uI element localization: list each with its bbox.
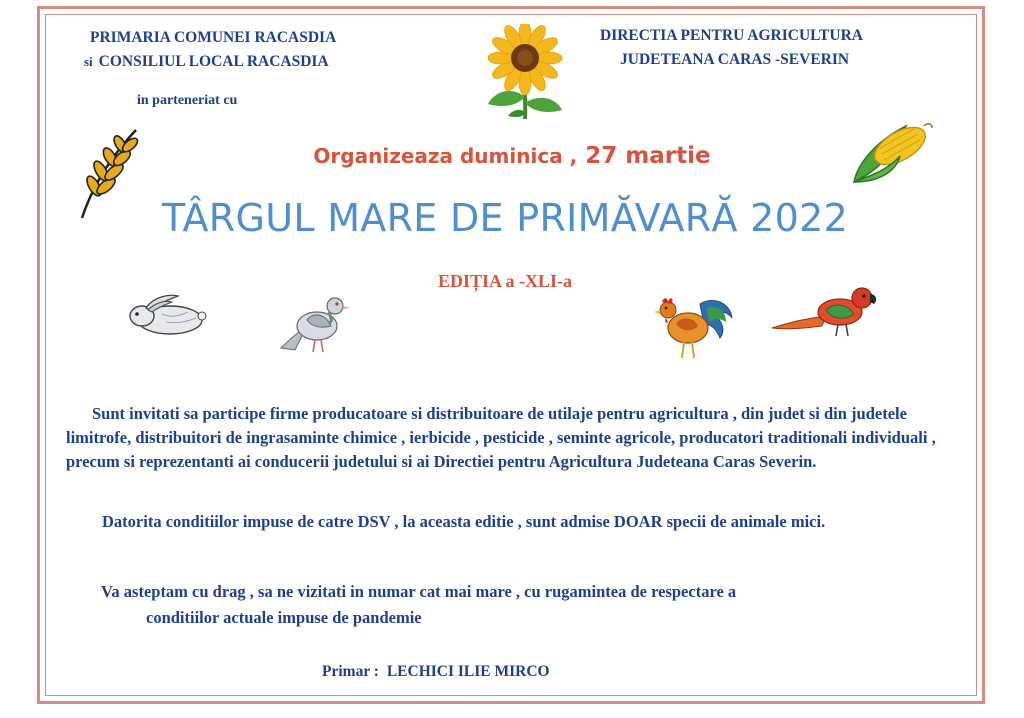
header-right-line1: DIRECTIA PENTRU AGRICULTURA xyxy=(600,27,863,44)
sunflower-icon xyxy=(480,24,570,120)
header-left-line1: PRIMARIA COMUNEI RACASDIA xyxy=(90,29,337,46)
paragraph-closing-line1: Va asteptam cu drag , sa ne vizitati in numar cat mai mare , cu rugamintea de respectare a xyxy=(101,582,737,601)
paragraph-dsv: Datorita conditiilor impuse de catre DSV , la aceasta editie , sunt admise DOAR specii de animale mici. xyxy=(102,512,826,531)
rooster-icon xyxy=(654,294,736,364)
organizes-line xyxy=(0,143,1024,169)
event-title: TÂRGUL MARE DE PRIMĂVARĂ 2022 xyxy=(161,196,849,240)
pigeon-icon xyxy=(277,290,353,358)
paragraph-invitation: Sunt invitati sa participe firme producatoare si distribuitoare de utilaje pentru agricultura , din judet si din judetele limitrofe, distribuitori de ingrasaminte chimice , ierbicide , pesticide , seminte agricole, producatori traditionali individuali , precum si reprezentanti ai conducerii judetului si ai Directiei pentru Agricultura Judeteana Caras Severin. xyxy=(66,404,936,471)
header-right-line2: JUDETEANA CARAS -SEVERIN xyxy=(620,51,850,68)
signature-name: LECHICI ILIE MIRCO xyxy=(386,663,550,680)
paragraph-closing-line2: conditiilor actuale impuse de pandemie xyxy=(146,608,422,627)
header-left-prefix: si xyxy=(84,54,93,69)
signature-label: Primar : xyxy=(322,663,379,680)
event-date: 27 martie xyxy=(577,143,711,169)
rabbit-icon xyxy=(126,290,210,338)
edition-label: EDIȚIA a -XLI-a xyxy=(437,271,573,291)
header-left-council: CONSILIUL LOCAL RACASDIA xyxy=(98,53,329,70)
signature xyxy=(322,660,550,684)
header-left-line2 xyxy=(84,53,329,71)
organizes-text: Organizeaza duminica , xyxy=(313,144,578,168)
parrot-icon xyxy=(770,284,880,342)
partnership-text: in parteneriat cu xyxy=(137,93,238,108)
